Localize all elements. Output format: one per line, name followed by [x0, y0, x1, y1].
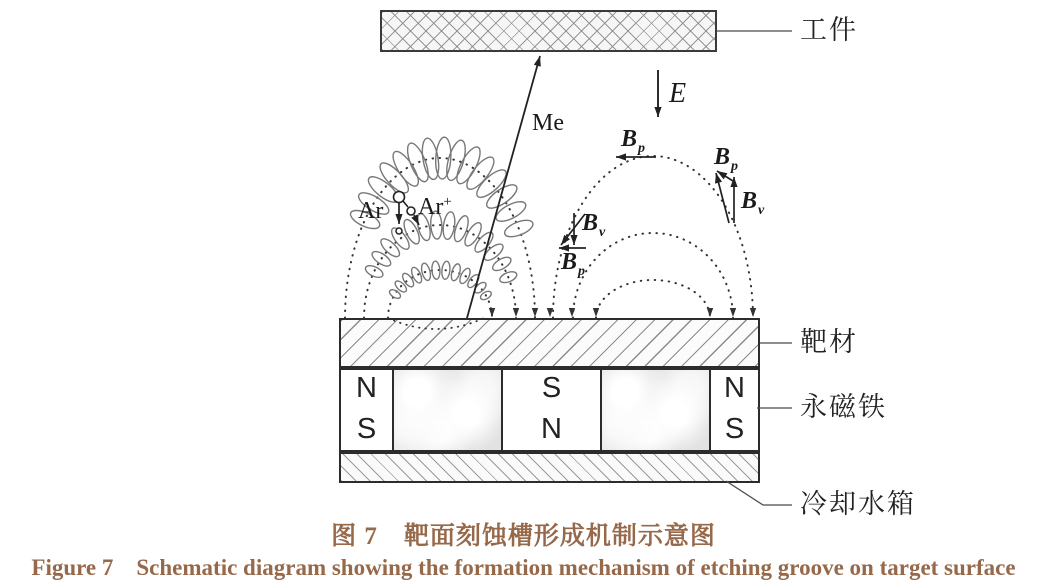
leader-lines	[717, 31, 792, 505]
magnet-pole-label: S	[541, 372, 562, 404]
caption-chinese: 图 7 靶面刻蚀槽形成机制示意图	[331, 523, 716, 550]
landing-arrows	[489, 308, 756, 317]
argon-ion-charge: +	[443, 194, 452, 210]
label-bp-top: $B_p$	[621, 126, 646, 156]
magnet-pole-label: N	[541, 413, 562, 445]
label-bv-right: $B_v$	[741, 188, 765, 218]
label-argon-atom: Ar	[358, 198, 384, 224]
label-bp-left: $B_p$	[561, 249, 586, 279]
caption-english: Figure 7 Schematic diagram showing the formation mechanism of etching groove on target surface	[31, 555, 1016, 580]
e-field-arrow	[654, 70, 661, 117]
magnet-pole-label: N	[724, 372, 745, 404]
label-workpiece: 工件	[800, 15, 858, 45]
magnet-pole-label: S	[724, 413, 745, 445]
label-electric-field: E	[669, 78, 687, 109]
label-magnet: 永磁铁	[800, 392, 887, 422]
label-me-sputtered-atom: Me	[532, 110, 564, 136]
magnet-pole-label: S	[356, 413, 377, 445]
label-cooling-tank: 冷却水箱	[800, 489, 916, 519]
label-bv-left: $B_v$	[582, 210, 606, 240]
label-bp-right: $B_p$	[714, 144, 739, 174]
me-arrow	[467, 56, 541, 318]
label-argon-ion: Ar+	[418, 194, 452, 220]
label-target: 靶材	[800, 327, 858, 357]
vector-triangles	[559, 153, 738, 251]
magnet-pole-label: N	[356, 372, 377, 404]
